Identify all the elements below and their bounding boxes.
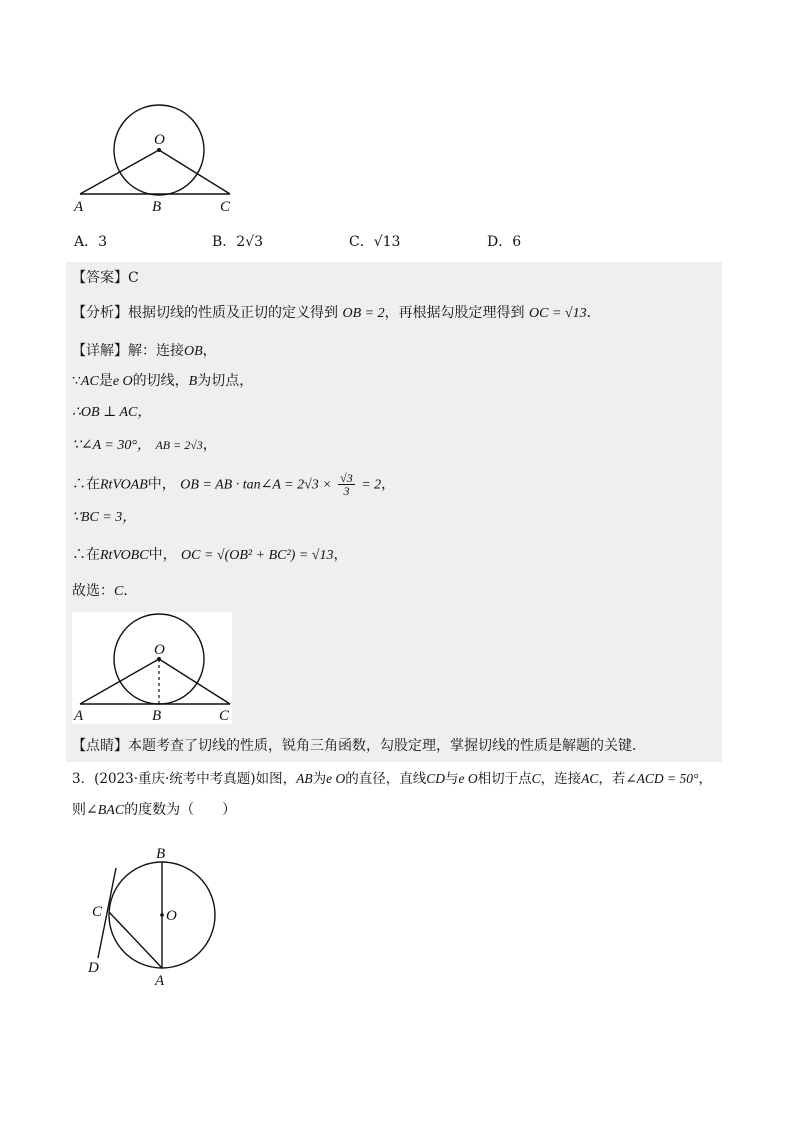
label-o: O <box>166 908 177 924</box>
detail-line5-end: ， <box>381 476 396 493</box>
fraction-numerator: √3 <box>340 471 353 485</box>
line-oc <box>159 659 230 704</box>
q3-text3: 的直径，直线 <box>345 771 427 787</box>
detail-line7-eq: OC = √(OB² + BC²) = √13 <box>181 548 334 563</box>
q3-angle2: ∠BAC <box>86 803 125 818</box>
label-b: B <box>152 708 162 724</box>
detail-line7-tri: RtVOBC <box>100 548 149 563</box>
analysis-line <box>72 303 601 324</box>
detail-line2-prefix: ∵ <box>72 373 81 389</box>
detail-line-4 <box>72 435 217 456</box>
choice-a[interactable] <box>74 232 107 252</box>
detail-line5-prefix: ∴在 <box>72 476 100 493</box>
label-a: A <box>74 199 84 215</box>
line-oa <box>80 150 159 194</box>
q3-cd: CD <box>426 771 445 786</box>
detail-line7-mid: 中， <box>148 547 177 563</box>
detail-line1-end: ， <box>202 343 217 359</box>
detail-line-5 <box>72 472 395 497</box>
label-c: C <box>219 708 230 724</box>
line-oa <box>80 659 159 704</box>
q3-circle2: e O <box>458 771 478 786</box>
center-dot <box>160 913 164 917</box>
detail-line2-text2: 的切线， <box>132 373 189 389</box>
question-source: (2023·重庆·统考中考真题) <box>94 771 256 787</box>
q3-text5: 相切于点 <box>477 771 532 787</box>
detail-line4-end: ， <box>202 437 217 453</box>
label-b: B <box>156 846 166 862</box>
chord-ca <box>109 912 162 968</box>
q3-ab: AB <box>296 771 313 786</box>
detail-line2-text3: 为切点， <box>197 373 254 389</box>
q3-text2: 为 <box>312 771 327 787</box>
detail-line5-res: = 2 <box>361 477 382 493</box>
analysis-tag: 【分析】 <box>72 305 128 321</box>
choice-c-letter: C． <box>349 234 374 250</box>
answer-line <box>72 268 139 288</box>
analysis-end: ． <box>586 305 601 321</box>
detail-line7-end: ， <box>333 547 348 563</box>
choice-c-value: √13 <box>373 234 401 250</box>
figure-tangent-circle <box>70 100 250 215</box>
label-a: A <box>74 708 84 724</box>
detail-line8-end: ． <box>123 583 138 599</box>
fraction-denominator: 3 <box>343 484 350 498</box>
q3-line2-b: 的度数为（ ） <box>124 802 237 818</box>
choice-b-letter: B． <box>212 234 237 250</box>
q3-c: C <box>531 771 541 786</box>
answer-value: C <box>128 270 139 286</box>
choice-a-value: 3 <box>98 234 108 250</box>
label-b: B <box>152 199 162 215</box>
question-3-line-2 <box>72 800 236 821</box>
figure-diameter-tangent <box>80 842 230 992</box>
detail-line2-b: B <box>188 374 198 389</box>
choice-d-value: 6 <box>512 234 522 250</box>
label-o: O <box>154 642 165 658</box>
figure-tangent-circle-solution <box>72 612 232 724</box>
q3-text1: 如图， <box>255 771 297 787</box>
label-o: O <box>154 132 165 148</box>
question-number: 3． <box>72 771 95 787</box>
detail-line5-eq: OB = AB · tan∠A = 2√3 × <box>180 477 332 493</box>
detail-line8-text: 故选： <box>72 583 114 599</box>
detail-line2-text1: 是 <box>98 373 113 389</box>
review-tag: 【点睛】 <box>72 738 128 754</box>
q3-text7: ，若 <box>598 771 626 787</box>
choice-a-letter: A． <box>74 234 99 250</box>
question-3-line-1 <box>72 769 712 789</box>
detail-line8-math: C <box>114 584 124 599</box>
detail-line2-math: AC <box>80 374 99 389</box>
detail-line5-mid: 中， <box>147 476 176 493</box>
review-line <box>72 736 646 756</box>
label-d: D <box>88 960 99 976</box>
detail-line-7 <box>72 545 347 566</box>
choice-d[interactable] <box>487 232 521 252</box>
q3-text6: ，连接 <box>540 771 582 787</box>
q3-ac: AC <box>581 771 599 786</box>
detail-line7-prefix: ∴在 <box>72 547 100 563</box>
q3-angle1: ∠ACD = 50° <box>625 771 699 786</box>
q3-text4: 与 <box>444 771 459 787</box>
analysis-eq1: OB = 2 <box>342 306 385 321</box>
detail-line-6: ∵BC = 3， <box>72 510 137 525</box>
q3-circle1: e O <box>326 771 346 786</box>
review-text: 本题考查了切线的性质，锐角三角函数，勾股定理，掌握切线的性质是解题的关键． <box>128 738 646 754</box>
label-a: A <box>155 973 165 989</box>
choice-d-letter: D． <box>487 234 513 250</box>
detail-line-3: ∴OB ⊥ AC， <box>72 405 152 420</box>
detail-line2-circle: e O <box>112 374 133 389</box>
detail-line4-b: AB = 2√3 <box>155 438 203 452</box>
q3-text8: ， <box>698 771 712 787</box>
label-c: C <box>220 199 231 215</box>
analysis-text2: ，再根据勾股定理得到 <box>384 305 525 321</box>
label-c: C <box>92 904 103 920</box>
detail-line4-a: ∵∠A = 30°， <box>72 438 151 453</box>
choice-b[interactable] <box>212 232 263 252</box>
answer-tag: 【答案】 <box>72 270 128 286</box>
detail-line-8 <box>72 581 137 602</box>
fraction-sqrt3-over-3 <box>338 472 355 497</box>
choice-b-value: 2√3 <box>236 234 264 250</box>
detail-line1-math: OB <box>184 344 203 359</box>
choice-c[interactable] <box>349 232 400 252</box>
analysis-text1: 根据切线的性质及正切的定义得到 <box>128 305 338 321</box>
line-oc <box>159 150 230 194</box>
detail-line-2 <box>72 371 253 392</box>
center-dot <box>157 148 161 152</box>
q3-line2-a: 则 <box>72 802 86 818</box>
detail-line5-tri: RtVOAB <box>100 477 148 493</box>
detail-line-1 <box>72 341 217 362</box>
detail-line1-text: 解：连接 <box>128 343 184 359</box>
analysis-eq2: OC = √13 <box>529 306 587 321</box>
detail-tag: 【详解】 <box>72 343 128 359</box>
